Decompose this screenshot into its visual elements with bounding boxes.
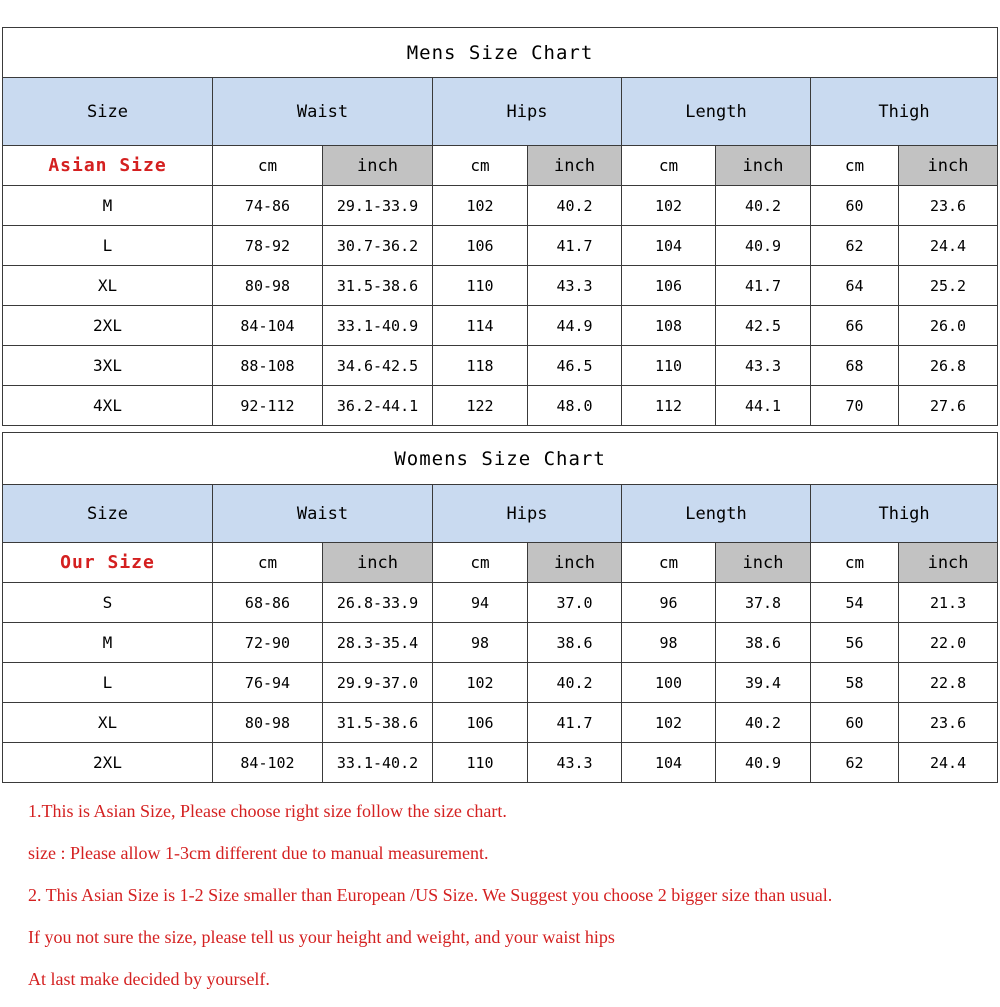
mens-table-row: [3, 306, 998, 346]
womens-cell-length-inch: 40.9: [716, 743, 811, 783]
mens-waist-inch-unit: inch: [323, 146, 433, 186]
womens-cell-hips-inch: 38.6: [528, 623, 622, 663]
mens-cell-length-cm: 106: [622, 266, 716, 306]
womens-cell-size: XL: [3, 703, 213, 743]
mens-cell-waist-cm: 80-98: [213, 266, 323, 306]
note-line: size : Please allow 1-3cm different due to manual measurement.: [28, 843, 489, 863]
mens-table-row: [3, 226, 998, 266]
mens-header-hips: Hips: [433, 78, 622, 146]
womens-table-row: [3, 583, 998, 623]
mens-cell-length-cm: 104: [622, 226, 716, 266]
mens-cell-waist-inch: 31.5-38.6: [323, 266, 433, 306]
womens-size-chart: [2, 432, 998, 783]
womens-size-label: Our Size: [3, 543, 213, 583]
womens-cell-hips-cm: 102: [433, 663, 528, 703]
mens-cell-length-cm: 102: [622, 186, 716, 226]
mens-cell-length-inch: 40.2: [716, 186, 811, 226]
womens-cell-waist-cm: 68-86: [213, 583, 323, 623]
mens-cell-size: M: [3, 186, 213, 226]
womens-header-waist: Waist: [213, 485, 433, 543]
womens-cell-thigh-inch: 23.6: [899, 703, 998, 743]
womens-cell-length-cm: 102: [622, 703, 716, 743]
mens-cell-hips-cm: 102: [433, 186, 528, 226]
mens-cell-hips-inch: 48.0: [528, 386, 622, 426]
note-line: If you not sure the size, please tell us your height and weight, and your waist hips: [28, 927, 615, 947]
mens-cell-thigh-inch: 26.8: [899, 346, 998, 386]
mens-table-row: [3, 186, 998, 226]
mens-length-inch-unit: inch: [716, 146, 811, 186]
womens-header-size: Size: [3, 485, 213, 543]
womens-waist-inch-unit: inch: [323, 543, 433, 583]
mens-cell-length-cm: 110: [622, 346, 716, 386]
womens-cell-waist-inch: 33.1-40.2: [323, 743, 433, 783]
womens-cell-length-inch: 38.6: [716, 623, 811, 663]
mens-cell-waist-inch: 29.1-33.9: [323, 186, 433, 226]
mens-cell-waist-cm: 88-108: [213, 346, 323, 386]
womens-cell-hips-inch: 41.7: [528, 703, 622, 743]
mens-header-length: Length: [622, 78, 811, 146]
mens-cell-length-cm: 112: [622, 386, 716, 426]
womens-cell-size: 2XL: [3, 743, 213, 783]
mens-size-chart: [2, 27, 998, 426]
mens-cell-length-inch: 42.5: [716, 306, 811, 346]
womens-cell-size: L: [3, 663, 213, 703]
womens-cell-hips-inch: 40.2: [528, 663, 622, 703]
mens-cell-length-inch: 43.3: [716, 346, 811, 386]
mens-cell-size: 3XL: [3, 346, 213, 386]
womens-table-row: [3, 663, 998, 703]
mens-cell-thigh-cm: 64: [811, 266, 899, 306]
womens-cell-waist-inch: 29.9-37.0: [323, 663, 433, 703]
mens-cell-thigh-inch: 24.4: [899, 226, 998, 266]
mens-cell-waist-inch: 36.2-44.1: [323, 386, 433, 426]
womens-cell-thigh-cm: 58: [811, 663, 899, 703]
mens-cell-hips-cm: 122: [433, 386, 528, 426]
womens-cell-waist-inch: 31.5-38.6: [323, 703, 433, 743]
womens-length-inch-unit: inch: [716, 543, 811, 583]
womens-cell-thigh-cm: 54: [811, 583, 899, 623]
mens-header-waist: Waist: [213, 78, 433, 146]
womens-cell-waist-cm: 72-90: [213, 623, 323, 663]
womens-cell-thigh-cm: 62: [811, 743, 899, 783]
womens-cell-thigh-inch: 22.0: [899, 623, 998, 663]
womens-cell-thigh-inch: 21.3: [899, 583, 998, 623]
mens-cell-waist-cm: 78-92: [213, 226, 323, 266]
womens-hips-inch-unit: inch: [528, 543, 622, 583]
note-line: 2. This Asian Size is 1-2 Size smaller than European /US Size. We Suggest you choose 2 bigger size than usual.: [28, 885, 833, 905]
size-notes: [28, 797, 988, 1007]
womens-cell-length-inch: 37.8: [716, 583, 811, 623]
womens-length-cm-unit: cm: [622, 543, 716, 583]
womens-cell-hips-inch: 37.0: [528, 583, 622, 623]
womens-cell-thigh-cm: 60: [811, 703, 899, 743]
mens-header-size: Size: [3, 78, 213, 146]
mens-cell-thigh-cm: 66: [811, 306, 899, 346]
womens-cell-waist-cm: 76-94: [213, 663, 323, 703]
mens-thigh-cm-unit: cm: [811, 146, 899, 186]
womens-cell-hips-cm: 106: [433, 703, 528, 743]
mens-cell-length-inch: 44.1: [716, 386, 811, 426]
womens-cell-length-cm: 96: [622, 583, 716, 623]
mens-hips-inch-unit: inch: [528, 146, 622, 186]
mens-cell-length-cm: 108: [622, 306, 716, 346]
mens-cell-waist-cm: 84-104: [213, 306, 323, 346]
womens-hips-cm-unit: cm: [433, 543, 528, 583]
womens-header-thigh: Thigh: [811, 485, 998, 543]
mens-cell-thigh-cm: 68: [811, 346, 899, 386]
mens-table-row: [3, 266, 998, 306]
womens-header-hips: Hips: [433, 485, 622, 543]
mens-table-row: [3, 346, 998, 386]
womens-thigh-cm-unit: cm: [811, 543, 899, 583]
note-line: 1.This is Asian Size, Please choose right size follow the size chart.: [28, 801, 507, 821]
mens-cell-waist-cm: 92-112: [213, 386, 323, 426]
mens-cell-thigh-cm: 70: [811, 386, 899, 426]
mens-cell-hips-inch: 40.2: [528, 186, 622, 226]
mens-length-cm-unit: cm: [622, 146, 716, 186]
womens-cell-hips-inch: 43.3: [528, 743, 622, 783]
mens-cell-thigh-inch: 27.6: [899, 386, 998, 426]
womens-cell-hips-cm: 94: [433, 583, 528, 623]
mens-cell-thigh-inch: 25.2: [899, 266, 998, 306]
womens-cell-waist-inch: 28.3-35.4: [323, 623, 433, 663]
mens-cell-hips-inch: 46.5: [528, 346, 622, 386]
note-line: At last make decided by yourself.: [28, 969, 270, 989]
womens-chart-title: Womens Size Chart: [3, 433, 998, 485]
mens-chart-title: Mens Size Chart: [3, 28, 998, 78]
womens-cell-thigh-cm: 56: [811, 623, 899, 663]
womens-waist-cm-unit: cm: [213, 543, 323, 583]
womens-cell-length-inch: 40.2: [716, 703, 811, 743]
mens-cell-hips-inch: 41.7: [528, 226, 622, 266]
womens-table-row: [3, 743, 998, 783]
mens-waist-cm-unit: cm: [213, 146, 323, 186]
womens-cell-waist-inch: 26.8-33.9: [323, 583, 433, 623]
womens-cell-thigh-inch: 24.4: [899, 743, 998, 783]
mens-cell-size: XL: [3, 266, 213, 306]
mens-cell-hips-inch: 43.3: [528, 266, 622, 306]
womens-table-row: [3, 703, 998, 743]
mens-cell-hips-cm: 114: [433, 306, 528, 346]
mens-cell-thigh-inch: 26.0: [899, 306, 998, 346]
mens-size-label: Asian Size: [3, 146, 213, 186]
mens-header-thigh: Thigh: [811, 78, 998, 146]
mens-cell-size: 4XL: [3, 386, 213, 426]
mens-cell-waist-inch: 33.1-40.9: [323, 306, 433, 346]
mens-cell-length-inch: 40.9: [716, 226, 811, 266]
womens-thigh-inch-unit: inch: [899, 543, 998, 583]
womens-cell-length-cm: 100: [622, 663, 716, 703]
mens-cell-hips-inch: 44.9: [528, 306, 622, 346]
mens-cell-thigh-cm: 60: [811, 186, 899, 226]
womens-table-row: [3, 623, 998, 663]
mens-cell-waist-cm: 74-86: [213, 186, 323, 226]
womens-cell-waist-cm: 84-102: [213, 743, 323, 783]
mens-cell-hips-cm: 106: [433, 226, 528, 266]
mens-cell-hips-cm: 110: [433, 266, 528, 306]
womens-cell-size: M: [3, 623, 213, 663]
womens-cell-size: S: [3, 583, 213, 623]
womens-cell-waist-cm: 80-98: [213, 703, 323, 743]
womens-cell-length-cm: 104: [622, 743, 716, 783]
mens-cell-thigh-inch: 23.6: [899, 186, 998, 226]
mens-cell-hips-cm: 118: [433, 346, 528, 386]
mens-thigh-inch-unit: inch: [899, 146, 998, 186]
mens-cell-size: 2XL: [3, 306, 213, 346]
mens-table-row: [3, 386, 998, 426]
mens-cell-size: L: [3, 226, 213, 266]
mens-cell-thigh-cm: 62: [811, 226, 899, 266]
womens-cell-hips-cm: 98: [433, 623, 528, 663]
mens-cell-length-inch: 41.7: [716, 266, 811, 306]
mens-cell-waist-inch: 30.7-36.2: [323, 226, 433, 266]
mens-cell-waist-inch: 34.6-42.5: [323, 346, 433, 386]
womens-cell-length-cm: 98: [622, 623, 716, 663]
womens-cell-hips-cm: 110: [433, 743, 528, 783]
mens-hips-cm-unit: cm: [433, 146, 528, 186]
womens-cell-thigh-inch: 22.8: [899, 663, 998, 703]
womens-cell-length-inch: 39.4: [716, 663, 811, 703]
womens-header-length: Length: [622, 485, 811, 543]
